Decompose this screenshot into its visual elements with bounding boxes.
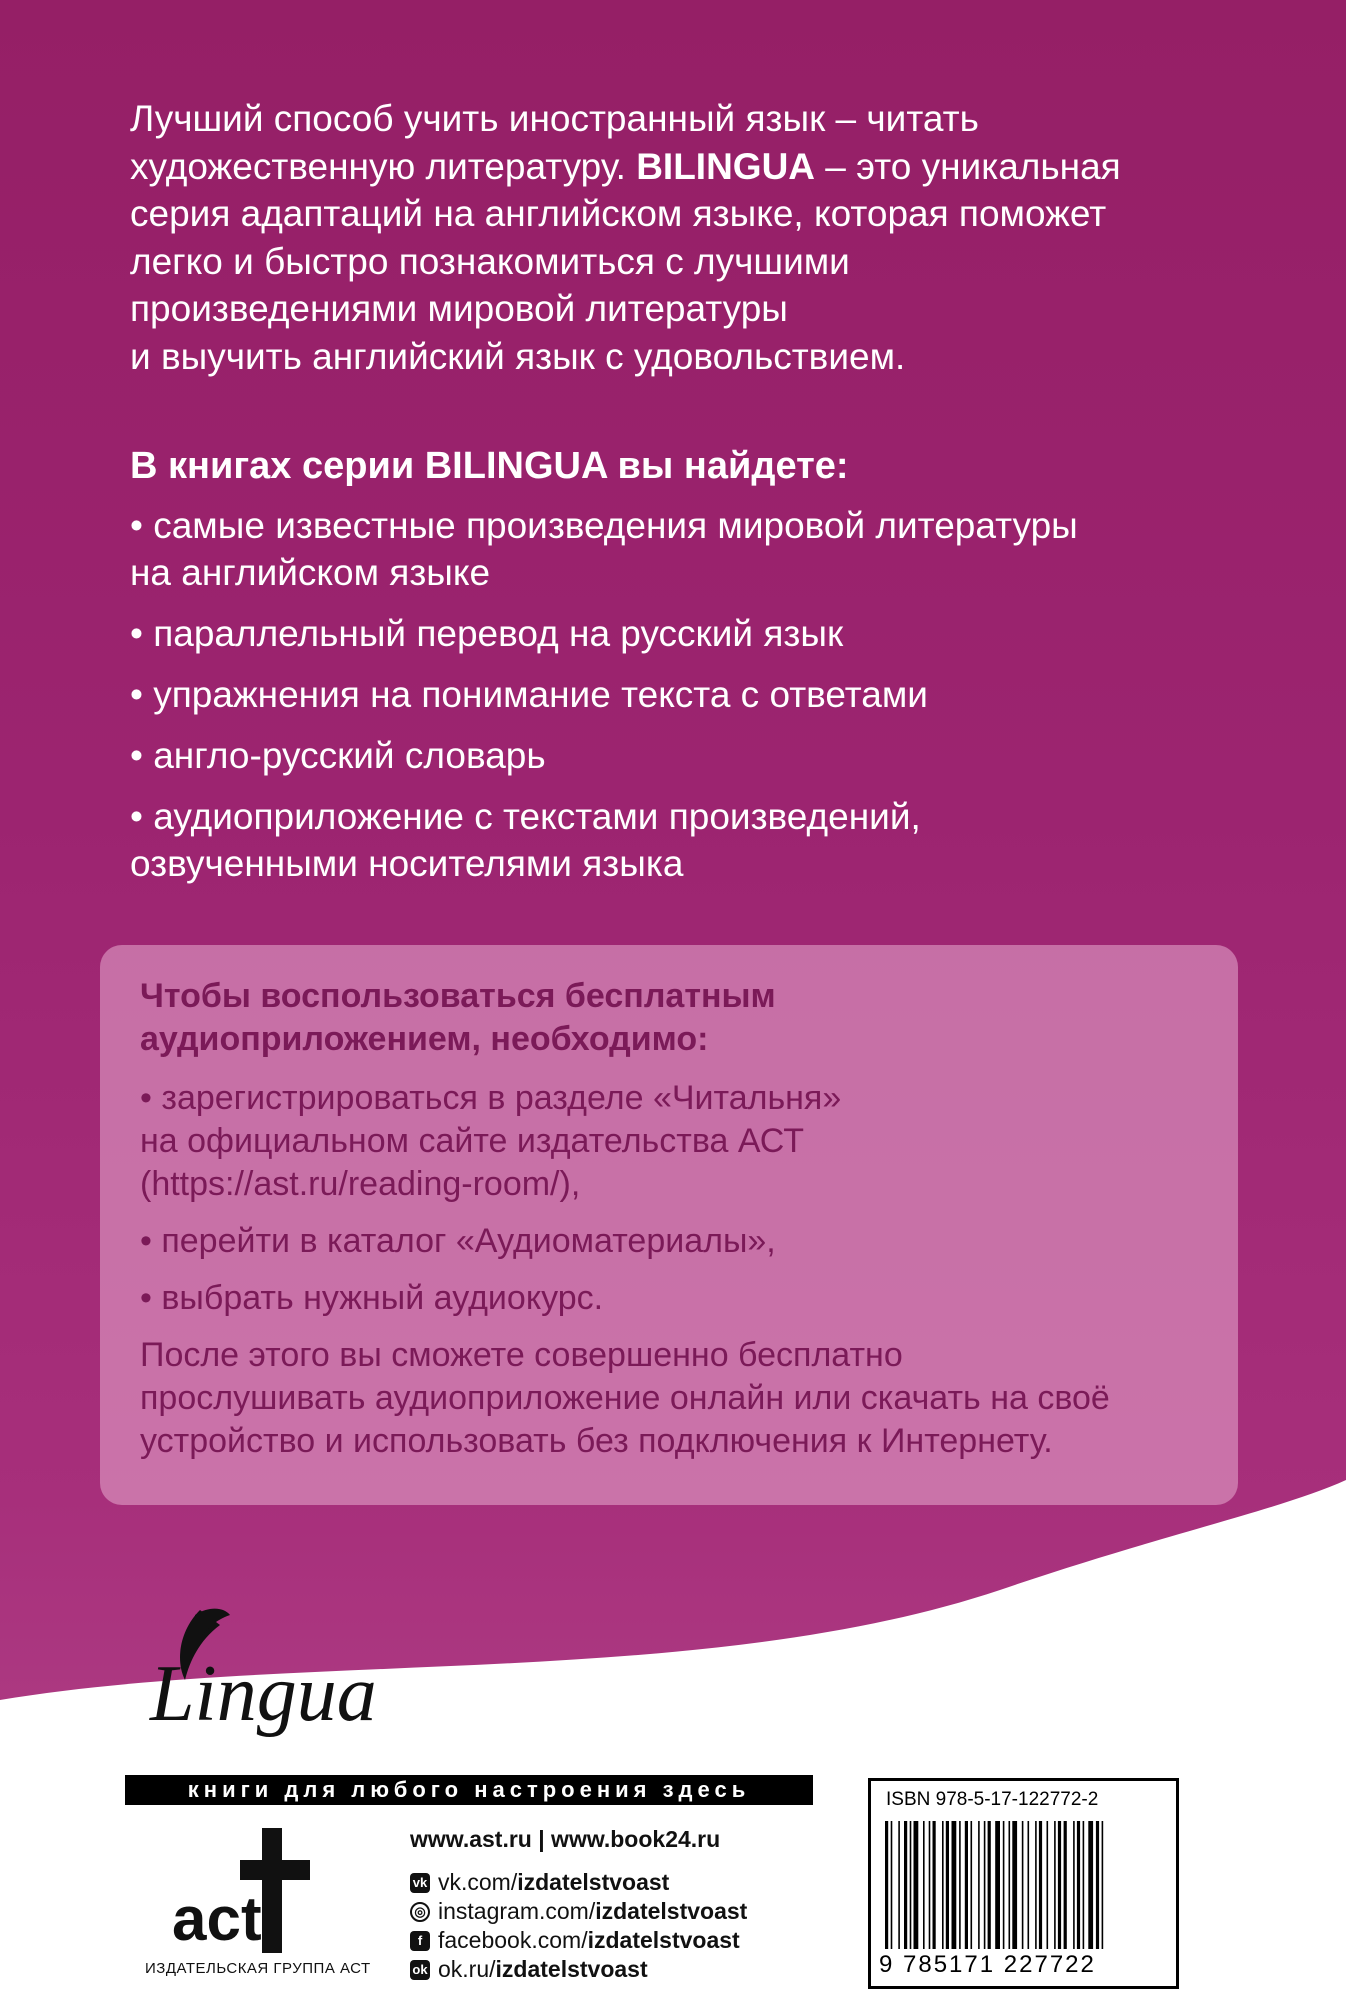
barcode-bar	[923, 1821, 925, 1949]
facebook-icon: f	[410, 1931, 430, 1951]
publisher-links	[410, 1825, 747, 1984]
social-link-facebook[interactable]: f facebook.com/ izdatelstvoast	[410, 1926, 747, 1955]
barcode-bar	[1003, 1821, 1005, 1949]
barcode-bar	[1083, 1821, 1085, 1949]
odnoklassniki-icon: ok	[410, 1960, 430, 1980]
social-link-odnoklassniki[interactable]: ok ok.ru/ izdatelstvoast	[410, 1955, 747, 1984]
reading-room-link[interactable]: (https://ast.ru/reading-room/),	[140, 1165, 581, 1203]
audio-box-note: После этого вы сможете совершенно бесплатно прослушивать аудиоприложение онлайн или скачать на своё устройство и использовать без подключения к Интернету.	[140, 1336, 1110, 1460]
barcode-bar	[995, 1821, 1000, 1949]
feature-item: • англо-русский словарь	[130, 735, 546, 776]
barcode-bar	[988, 1821, 991, 1949]
vk-icon: vk	[410, 1873, 430, 1893]
barcode-bar	[1035, 1821, 1037, 1949]
barcode-bar	[898, 1821, 900, 1949]
barcode-bar	[952, 1821, 957, 1949]
barcode-bar	[1058, 1821, 1061, 1949]
audio-box-title: Чтобы воспользоваться бесплатным аудиоприложением, необходимо:	[140, 977, 776, 1058]
barcode-bar	[1047, 1821, 1049, 1949]
barcode-bar	[1088, 1821, 1093, 1949]
barcode-bar	[891, 1821, 893, 1949]
barcode-bar	[933, 1821, 936, 1949]
ast-publisher-logo	[170, 1818, 320, 1963]
features-list	[130, 502, 1280, 901]
barcode-number: 9 785171 227722	[879, 1951, 1096, 1978]
barcode-bar	[910, 1821, 912, 1949]
barcode-bar	[904, 1821, 907, 1949]
barcode-bar	[1073, 1821, 1075, 1949]
barcode-bar	[942, 1821, 944, 1949]
audio-step-register: • зарегистрироваться в разделе «Читальня» на официальном сайте издательства АСТ (https://ast.ru/reading-room/),	[140, 1077, 1210, 1206]
isbn-label: ISBN 978-5-17-122772-2	[886, 1789, 1099, 1810]
barcode-bar	[946, 1821, 949, 1949]
barcode-bar	[978, 1821, 980, 1949]
barcode-bar	[1039, 1821, 1042, 1949]
lingua-logo	[140, 1600, 380, 1750]
tagline-banner: книги для любого настроения здесь	[125, 1775, 813, 1805]
instagram-icon: ◎	[410, 1902, 430, 1922]
barcode-bar	[929, 1821, 931, 1949]
barcode-bar	[959, 1821, 961, 1949]
barcode-bar	[1064, 1821, 1067, 1949]
features-title: В книгах серии BILINGUA вы найдете:	[130, 445, 849, 487]
barcode-bar	[1022, 1821, 1024, 1949]
feature-item: • упражнения на понимание текста с ответами	[130, 674, 928, 715]
feature-item: • аудиоприложение с текстами произведений, озвученными носителями языка	[130, 796, 921, 884]
barcode	[881, 1821, 1166, 1949]
barcode-bar	[1012, 1821, 1017, 1949]
feature-item: • параллельный перевод на русский язык	[130, 613, 844, 654]
publisher-group-label: ИЗДАТЕЛЬСКАЯ ГРУППА АСТ	[145, 1960, 371, 1977]
audio-instructions-box	[100, 945, 1238, 1505]
barcode-bar	[1028, 1821, 1030, 1949]
barcode-bar	[1077, 1821, 1080, 1949]
bilingua-brand: BILINGUA	[636, 145, 816, 187]
publisher-websites[interactable]: www.ast.ru | www.book24.ru	[410, 1826, 721, 1852]
barcode-bar	[965, 1821, 968, 1949]
isbn-barcode-box	[868, 1778, 1179, 1989]
barcode-bar	[1009, 1821, 1011, 1949]
social-link-vk[interactable]: vk vk.com/ izdatelstvoast	[410, 1868, 747, 1897]
barcode-bar	[1096, 1821, 1099, 1949]
barcode-bar	[914, 1821, 919, 1949]
social-link-instagram[interactable]: ◎ instagram.com/ izdatelstvoast	[410, 1897, 747, 1926]
audio-step-choose: • выбрать нужный аудиокурс.	[140, 1279, 604, 1317]
barcode-bar	[885, 1821, 888, 1949]
ast-logo-text: act	[172, 1885, 262, 1954]
audio-step-catalog: • перейти в каталог «Аудиоматериалы»,	[140, 1222, 776, 1260]
intro-paragraph: Лучший способ учить иностранный язык – читать художественную литературу. BILINGUA – это уникальная серия адаптаций на английском языке, которая поможет легко и быстро познакомиться с лучшими произведениями мировой литературы и выучить английский язык с удовольствием.	[130, 98, 1121, 377]
barcode-bar	[984, 1821, 986, 1949]
barcode-bar	[1054, 1821, 1056, 1949]
barcode-bar	[971, 1821, 973, 1949]
feature-item: • самые известные произведения мировой литературы на английском языке	[130, 505, 1078, 593]
lingua-logo-text: Lingua	[150, 1650, 377, 1738]
barcode-bar	[1102, 1821, 1104, 1949]
